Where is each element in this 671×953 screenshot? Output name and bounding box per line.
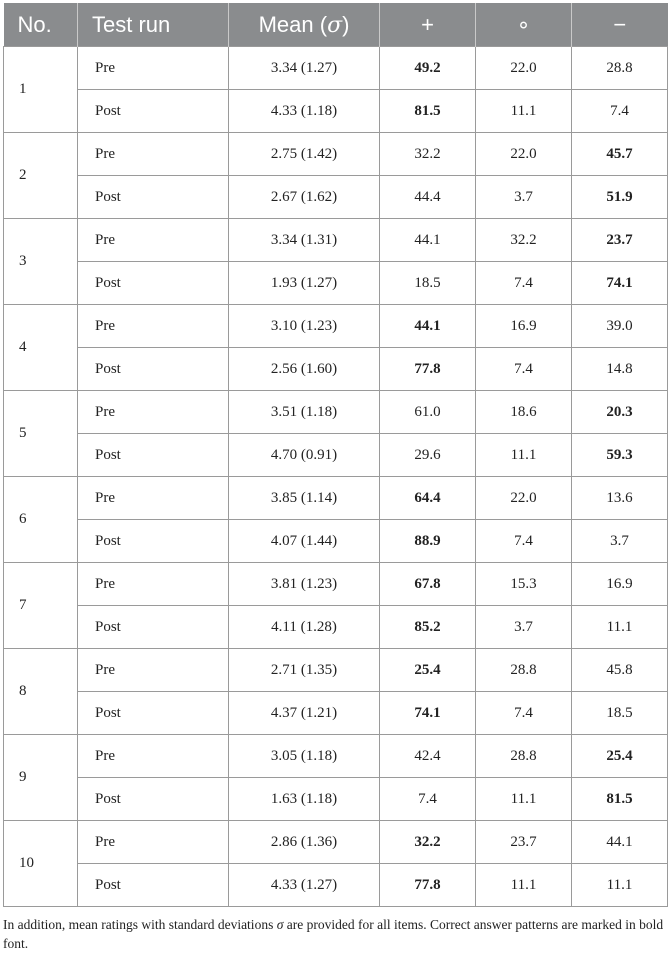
mean-cell: 4.33 (1.18) (229, 90, 380, 133)
test-run-cell: Post (78, 176, 229, 219)
plus-percent-cell: 32.2 (380, 821, 476, 864)
test-run-cell: Post (78, 778, 229, 821)
table-row (4, 176, 668, 219)
table-row (4, 434, 668, 477)
neutral-percent-cell: 11.1 (476, 778, 572, 821)
test-run-cell: Post (78, 434, 229, 477)
table-row (4, 821, 668, 864)
mean-cell: 1.63 (1.18) (229, 778, 380, 821)
plus-percent-cell: 29.6 (380, 434, 476, 477)
neutral-percent-cell: 11.1 (476, 90, 572, 133)
test-run-cell: Post (78, 606, 229, 649)
neutral-percent-cell: 7.4 (476, 692, 572, 735)
mean-cell: 1.93 (1.27) (229, 262, 380, 305)
minus-percent-cell: 14.8 (572, 348, 668, 391)
plus-percent-cell: 44.1 (380, 219, 476, 262)
table-row (4, 305, 668, 348)
minus-percent-cell: 23.7 (572, 219, 668, 262)
test-run-cell: Post (78, 692, 229, 735)
test-run-cell: Pre (78, 735, 229, 778)
mean-cell: 4.33 (1.27) (229, 864, 380, 907)
plus-percent-cell: 67.8 (380, 563, 476, 606)
plus-percent-cell: 88.9 (380, 520, 476, 563)
minus-percent-cell: 51.9 (572, 176, 668, 219)
table-row (4, 348, 668, 391)
test-run-cell: Pre (78, 649, 229, 692)
test-run-cell: Pre (78, 391, 229, 434)
header-test-run: Test run (78, 3, 229, 47)
plus-percent-cell: 85.2 (380, 606, 476, 649)
table-row (4, 520, 668, 563)
mean-cell: 4.37 (1.21) (229, 692, 380, 735)
neutral-percent-cell: 3.7 (476, 176, 572, 219)
table-row (4, 606, 668, 649)
mean-cell: 2.75 (1.42) (229, 133, 380, 176)
item-number-cell: 5 (4, 391, 78, 477)
plus-percent-cell: 74.1 (380, 692, 476, 735)
test-run-cell: Post (78, 520, 229, 563)
table-row (4, 563, 668, 606)
table-body (4, 47, 668, 907)
header-plus: + (380, 3, 476, 47)
results-table (3, 3, 668, 907)
minus-percent-cell: 25.4 (572, 735, 668, 778)
mean-cell: 3.10 (1.23) (229, 305, 380, 348)
header-no: No. (4, 3, 78, 47)
minus-percent-cell: 45.7 (572, 133, 668, 176)
neutral-percent-cell: 11.1 (476, 864, 572, 907)
test-run-cell: Post (78, 262, 229, 305)
minus-percent-cell: 16.9 (572, 563, 668, 606)
neutral-percent-cell: 22.0 (476, 47, 572, 90)
neutral-percent-cell: 7.4 (476, 348, 572, 391)
plus-percent-cell: 49.2 (380, 47, 476, 90)
plus-percent-cell: 18.5 (380, 262, 476, 305)
minus-percent-cell: 20.3 (572, 391, 668, 434)
table-row (4, 778, 668, 821)
mean-cell: 2.67 (1.62) (229, 176, 380, 219)
neutral-percent-cell: 16.9 (476, 305, 572, 348)
table-header-row (4, 3, 668, 47)
item-number-cell: 6 (4, 477, 78, 563)
minus-percent-cell: 81.5 (572, 778, 668, 821)
item-number-cell: 2 (4, 133, 78, 219)
mean-cell: 3.51 (1.18) (229, 391, 380, 434)
test-run-cell: Pre (78, 219, 229, 262)
neutral-percent-cell: 18.6 (476, 391, 572, 434)
mean-cell: 4.11 (1.28) (229, 606, 380, 649)
test-run-cell: Pre (78, 563, 229, 606)
plus-percent-cell: 44.1 (380, 305, 476, 348)
table-container (3, 3, 667, 953)
test-run-cell: Post (78, 864, 229, 907)
table-footnote: In addition, mean ratings with standard deviations σ are provided for all items. Correct answer patterns are marked in bold font. (3, 917, 664, 951)
test-run-cell: Pre (78, 133, 229, 176)
item-number-cell: 1 (4, 47, 78, 133)
test-run-cell: Post (78, 348, 229, 391)
table-row (4, 649, 668, 692)
mean-cell: 2.56 (1.60) (229, 348, 380, 391)
header-minus: − (572, 3, 668, 47)
mean-cell: 3.81 (1.23) (229, 563, 380, 606)
table-row (4, 391, 668, 434)
mean-cell: 4.70 (0.91) (229, 434, 380, 477)
test-run-cell: Pre (78, 47, 229, 90)
plus-percent-cell: 32.2 (380, 133, 476, 176)
test-run-cell: Post (78, 90, 229, 133)
minus-percent-cell: 11.1 (572, 864, 668, 907)
table-row (4, 864, 668, 907)
minus-percent-cell: 28.8 (572, 47, 668, 90)
table-row (4, 692, 668, 735)
minus-percent-cell: 59.3 (572, 434, 668, 477)
neutral-percent-cell: 28.8 (476, 649, 572, 692)
item-number-cell: 9 (4, 735, 78, 821)
table-row (4, 219, 668, 262)
item-number-cell: 10 (4, 821, 78, 907)
test-run-cell: Pre (78, 305, 229, 348)
table-row (4, 262, 668, 305)
plus-percent-cell: 64.4 (380, 477, 476, 520)
neutral-percent-cell: 22.0 (476, 477, 572, 520)
neutral-percent-cell: 15.3 (476, 563, 572, 606)
minus-percent-cell: 13.6 (572, 477, 668, 520)
minus-percent-cell: 3.7 (572, 520, 668, 563)
plus-percent-cell: 77.8 (380, 348, 476, 391)
plus-percent-cell: 61.0 (380, 391, 476, 434)
plus-percent-cell: 7.4 (380, 778, 476, 821)
table-row (4, 735, 668, 778)
neutral-percent-cell: 7.4 (476, 520, 572, 563)
minus-percent-cell: 44.1 (572, 821, 668, 864)
table-row (4, 47, 668, 90)
minus-percent-cell: 39.0 (572, 305, 668, 348)
item-number-cell: 3 (4, 219, 78, 305)
mean-cell: 3.85 (1.14) (229, 477, 380, 520)
plus-percent-cell: 42.4 (380, 735, 476, 778)
neutral-percent-cell: 3.7 (476, 606, 572, 649)
header-circle: ∘ (476, 3, 572, 47)
plus-percent-cell: 25.4 (380, 649, 476, 692)
mean-cell: 2.86 (1.36) (229, 821, 380, 864)
neutral-percent-cell: 22.0 (476, 133, 572, 176)
mean-cell: 3.34 (1.31) (229, 219, 380, 262)
header-mean: Mean (σ) (229, 3, 380, 47)
plus-percent-cell: 77.8 (380, 864, 476, 907)
plus-percent-cell: 44.4 (380, 176, 476, 219)
minus-percent-cell: 45.8 (572, 649, 668, 692)
test-run-cell: Pre (78, 821, 229, 864)
table-row (4, 133, 668, 176)
table-row (4, 90, 668, 133)
minus-percent-cell: 11.1 (572, 606, 668, 649)
table-row (4, 477, 668, 520)
minus-percent-cell: 18.5 (572, 692, 668, 735)
mean-cell: 4.07 (1.44) (229, 520, 380, 563)
plus-percent-cell: 81.5 (380, 90, 476, 133)
minus-percent-cell: 74.1 (572, 262, 668, 305)
neutral-percent-cell: 23.7 (476, 821, 572, 864)
test-run-cell: Pre (78, 477, 229, 520)
minus-percent-cell: 7.4 (572, 90, 668, 133)
neutral-percent-cell: 11.1 (476, 434, 572, 477)
neutral-percent-cell: 7.4 (476, 262, 572, 305)
mean-cell: 3.34 (1.27) (229, 47, 380, 90)
item-number-cell: 7 (4, 563, 78, 649)
item-number-cell: 8 (4, 649, 78, 735)
mean-cell: 3.05 (1.18) (229, 735, 380, 778)
neutral-percent-cell: 28.8 (476, 735, 572, 778)
neutral-percent-cell: 32.2 (476, 219, 572, 262)
item-number-cell: 4 (4, 305, 78, 391)
mean-cell: 2.71 (1.35) (229, 649, 380, 692)
